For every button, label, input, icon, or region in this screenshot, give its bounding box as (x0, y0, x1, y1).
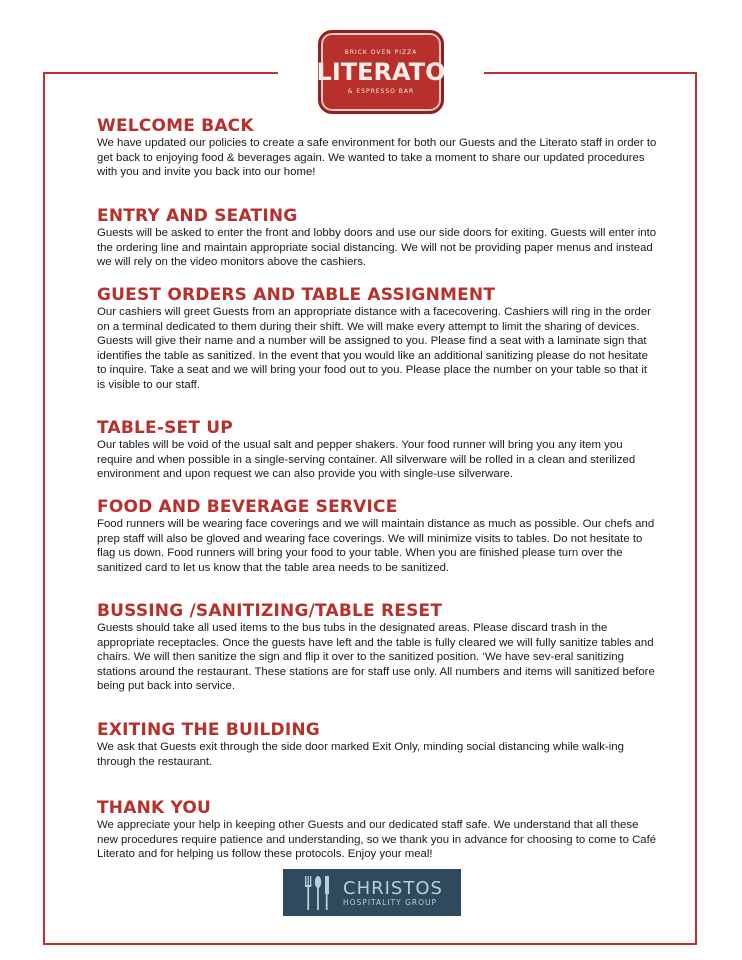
section-body: We have updated our policies to create a safe environment for both our Guests and the Literato staff in order to get back to enjoying food & beverages again. We wanted to take a moment to share our updated procedures with you and invite you back into our home! (97, 137, 657, 179)
section-heading: WELCOME BACK (97, 116, 254, 136)
footer-brand-subtitle: HOSPITALITY GROUP (343, 897, 438, 907)
section-body: Our cashiers will greet Guests from an appropriate distance with a facecovering. Cashiers will ring in the order on a terminal dedicated to them during their shift. We will make every attempt to limit the sharing of devices. Guests will give their name and a number will be assigned to you. Please find a seat with a laminate sign that identifies the table as sanitized. In the event that you would like an additional sanitizing please do not hesitate to inquire. Take a seat and we will bring your food out to you. Please place the number on your table so that it is visible to our staff. (97, 306, 651, 391)
section-body: We ask that Guests exit through the side door marked Exit Only, minding social distancing while walk-ing through the restaurant. (97, 741, 624, 768)
section-heading: EXITING THE BUILDING (97, 720, 320, 740)
literato-logo (318, 30, 444, 114)
section-heading: BUSSING /SANITIZING/TABLE RESET (97, 601, 443, 621)
section-body: We appreciate your help in keeping other Guests and our dedicated staff safe. We understand that all these new procedures require patience and understanding, so we thank you in advance for choosing to come to Café Literato and for helping us follow these protocols. Enjoy your meal! (97, 819, 657, 861)
section-body: Guests will be asked to enter the front and lobby doors and use our side doors for exiting. Guests will enter into the ordering line and maintain appropriate social distancing. We will not be providing paper menus and instead we will rely on the video monitors above the cashiers. (97, 227, 657, 269)
footer-brand-name: CHRISTOS (343, 877, 443, 899)
logo-wordmark: LITERATO (316, 58, 446, 86)
section-entry-and-seating (97, 206, 657, 270)
logo-tagline-top: BRICK OVEN PIZZA (344, 49, 418, 56)
christos-logo (283, 869, 461, 916)
section-heading: ENTRY AND SEATING (97, 206, 298, 226)
fork-knife-spoon-icon (303, 874, 333, 912)
section-heading: TABLE-SET UP (97, 418, 233, 438)
section-food-and-beverage (97, 497, 657, 575)
section-thank-you (97, 798, 657, 862)
cutlery-icon (303, 874, 333, 912)
section-welcome-back (97, 116, 657, 180)
section-body: Guests should take all used items to the bus tubs in the designated areas. Please discard trash in the appropriate receptacles. Once the guests have left and the table is fully cleared we will fully sanitize tables and chairs. We will then sanitize the sign and flip it over to the sanitized position. ‘We have sev-eral sanitizing stations around the restaurant. These stations are for staff use only. All numbers and items will sanitized before being put back into service. (97, 622, 655, 693)
section-table-setup (97, 418, 657, 482)
logo-tagline-bottom: & ESPRESSO BAR (347, 88, 415, 95)
section-body: Food runners will be wearing face coverings and we will maintain distance as much as possible. Our chefs and prep staff will also be gloved and wearing face coverings. We will minimize visits to tables. Do not hesitate to flag us down. Food runners will bring your food to your table. When you are finished please turn over the sanitized card to let us know that the table area needs to be sanitized. (97, 518, 655, 574)
section-guest-orders (97, 285, 657, 393)
section-heading: THANK YOU (97, 798, 212, 818)
section-bussing (97, 601, 657, 694)
section-exiting (97, 720, 657, 769)
section-heading: GUEST ORDERS AND TABLE ASSIGNMENT (97, 285, 496, 305)
section-body: Our tables will be void of the usual salt and pepper shakers. Your food runner will bring you any item you require and when possible in a single-serving container. All silverware will be rolled in a clean and sterilized environment and upon request we can also provide you with single-use silverware. (97, 439, 636, 481)
section-heading: FOOD AND BEVERAGE SERVICE (97, 497, 398, 517)
